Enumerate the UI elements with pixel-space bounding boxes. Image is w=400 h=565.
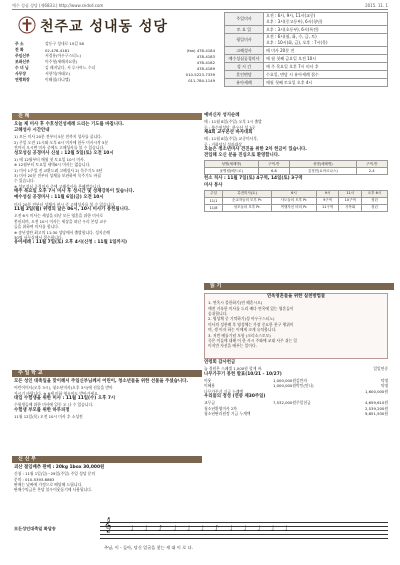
table-cell: 11/8 [205, 204, 223, 211]
block5-line: 봉헌되며, 오전 10시 미사는 세상을 떠난 우리 본당 교우 [14, 218, 107, 224]
finance-cell: 이혜용 [204, 383, 216, 389]
mass-label: 평일미사 [225, 34, 264, 47]
finance-cell: 2,539,200원 [365, 405, 388, 411]
table-header-cell: 오후 6시 [362, 190, 388, 197]
block7-line: 어린이미사(오후 3시), 청소년미사(오후 3시)에 선물을 받아 [14, 385, 113, 391]
section-reading: 읽 기 [204, 283, 394, 290]
contact-label: 보좌신부 [15, 59, 30, 64]
block9-text: 11월 12일(목) 오전 10시 미사 후 소성전 [14, 413, 83, 419]
box-line: 2. 영성체 중 기억하기(성 아우구스티노) [208, 316, 275, 322]
header-date: 2015. 11. 1 [365, 3, 388, 8]
contact-value: 김 레지날다, 서 루시아느 수녀 [45, 65, 96, 70]
mass-label: 성 시 간 [225, 63, 264, 71]
box-title: 연옥영혼들을 위한 실천방법들 [266, 294, 326, 299]
mass-row [225, 13, 388, 26]
finance-cell: 청소년판리원정 기금 누계액 [204, 411, 251, 417]
finance-cell: 나무가꾸기 기금 누계액 [204, 388, 244, 394]
block2-line: ※ 성모성심 공경미사 중에 고해성사를 은혜받습니다. [14, 183, 102, 189]
contact-label: 주임신부 [15, 53, 30, 58]
box-line: 며, 생 이자 하는 이에게 크게 유익합니다. [208, 327, 277, 333]
finance-cell: 익명 [380, 383, 388, 389]
finance-cell: 박인(안나) [296, 383, 314, 389]
contact-value: 이해철(다니엘) [45, 77, 70, 82]
finance-cell: 1,000,000원 [273, 377, 296, 383]
section-bulletin: 주 일 학 교 [12, 370, 202, 377]
block2-line: 1) 미사 1주일 전 교환드려 고해성사 2) 묵주기도 5단 [14, 167, 103, 173]
finance-cell: 7,532,000원 [273, 400, 296, 406]
table-cell: 청년 [362, 197, 388, 204]
block7-title: 모든 성인 대축일을 맞이해서 주일신부님께서 어린이, 청소년들을 위한 선물을 주셨습니다. [14, 379, 189, 384]
table-header-cell: 9시 [316, 190, 339, 197]
left-column-lower [14, 379, 196, 419]
block2-line: 1) 매 12월부터 매월 첫 토요일 10시 미사. [14, 156, 85, 162]
pre6-title: 미사 봉사 [204, 182, 223, 188]
block5-line: 들을 위하여 미사를 합니다. [14, 224, 60, 230]
finance-cell: 익명 [380, 377, 388, 383]
block5-line: 오전 6시 미사는 세상을 떠난 모든 영혼을 위한 미사로 [14, 213, 104, 219]
table-cell: 사목회 [339, 204, 362, 211]
table-cell: 11구역 [316, 204, 339, 211]
finance-cell: 4,659,610원 [365, 400, 388, 406]
finance-cell [254, 411, 296, 416]
finance-cell [296, 411, 346, 416]
table-cell: 9구역 [316, 197, 339, 204]
mass-label: 예수성심공경미사 [225, 55, 264, 63]
finance-cell: 주일헌금 [296, 400, 311, 406]
mass-row [225, 79, 388, 87]
pre2-line: 곳 : 거화당실 성과대상 [204, 141, 242, 147]
pre2-title: 제4회 교우본산 바자대회 [204, 130, 253, 136]
table-cell: 여행자신 비의 Pr. [272, 204, 316, 211]
contact-label: 주 소 [15, 41, 24, 46]
block2-line: 수 있습니다. [14, 178, 35, 184]
c3-title: 우리들의 정성 (연중 제30주일) [204, 394, 266, 400]
c1-title: 연령회 감사헌금 [204, 360, 236, 365]
block3-title: 매주 목요일 오후 7시 미사 후 성시간 및 성체강복이 있습니다. [14, 189, 135, 195]
purgatory-box [204, 293, 388, 359]
c2-title: 나무가꾸기 봉헌 발표(10/21 - 10/27) [204, 371, 282, 377]
table-cell: 순교자들의 모후 Pr. [223, 197, 272, 204]
table-cell: 2-4 [356, 168, 387, 175]
cross-logo-icon [18, 16, 36, 34]
treble-clef-icon: 𝄞 [104, 518, 112, 533]
table-header-row [205, 161, 388, 168]
mass-label: 토 요 일 [225, 26, 264, 34]
contact-label: 연령회장 [15, 77, 30, 82]
mass-value: 오전 : 6시, 9시, 11시(교중) 오후 : 3시(중고등부), 6시(청년) [264, 13, 388, 26]
finance-cell: 이웃 [204, 377, 212, 383]
block10-line: 판매는 날짜에 가정으로 배달해 드립니다. [14, 482, 83, 488]
contact-label: 사무장 [15, 71, 27, 76]
pre1-line: 매 : 11월 8일(주일) 오후 1시 출발 [204, 119, 262, 125]
mass-row [225, 34, 388, 47]
table-cell: 6-8 [258, 168, 289, 175]
table-header-cell: 6시 [272, 190, 316, 197]
header-left: 예수 성심 성당 (제683호) http://www.sndsd.com [12, 3, 104, 8]
section-pastoral: 신 신 부 [12, 456, 202, 463]
mass-label: 혼인면담 [225, 71, 264, 79]
mass-value: 수요일, 면담 시 유아세례 접수 [264, 71, 388, 79]
block2-title: 성모성심 공경미사 신설 : 12월 5일(토) 오전 10시 [14, 150, 114, 156]
table-header-row [205, 190, 388, 197]
table-header-cell: 주일 [205, 190, 223, 197]
block10-line: 판매수익금은 본당 불우이웃돕기에 사용됩니다. [14, 487, 93, 493]
mass-row [225, 47, 388, 55]
block7-line: 가시기 바랍니다. ※ 6세 이하 영유아도 받아가세요. [14, 390, 99, 396]
table-cell: 청년 [362, 204, 388, 211]
contact-row [14, 77, 216, 83]
box-line: 죽은 이들에 대해 이 한 사시 주와에 교대 사주 쉬는 일 [208, 338, 298, 344]
contact-value2: 478-4189 [196, 65, 215, 71]
c1-right: 일일연중 [373, 366, 388, 372]
contact-value: 서경룡(아우구스티노) [45, 53, 81, 58]
mass-row [225, 63, 388, 71]
box-line: 이지만 자선을 배푸는 일이다. [208, 343, 257, 349]
mass-value: 매 미사 20분 전 [264, 47, 388, 55]
block2-line: ※ 12월부터 토요일 새벽6시 미사는 없습니다. [14, 162, 91, 168]
block5-line: ※ 송년성탄 최고의 11:30 성당에서 출발합니다. 성지순례 [14, 229, 110, 235]
contact-value: 강동구 성내로 15길 58 [45, 41, 84, 46]
finance-cell: 1,000,000원 [273, 383, 296, 389]
mass-value: 오전 : 6시(월, 화, 수, 금, 토) 오후 : 10시(화, 금), 오후 : 7시(목) [264, 34, 388, 47]
pre5-title: 헌소 칙사 : 11월 7일(토) 4구역, 14일(토) 3구역 [204, 176, 303, 182]
block4-text: 미사 20분 전부터 성체가 현시 중 고해성사를 볼 수 있습니다. [14, 201, 116, 207]
finance-cell [296, 389, 346, 394]
block10-title: 괴산 절임배추 판매 : 20kg 1box 30,000원 [14, 465, 105, 470]
section-notice: 진 례 [12, 113, 202, 120]
mass-value: 매월 첫째 토요일 오후 4시 [264, 79, 388, 87]
finance-cell: 9,851,930원 [365, 411, 388, 417]
finance-cell: 1,600,000원 [365, 388, 388, 394]
mass-row [225, 71, 388, 79]
mass-label: 주일미사 [225, 13, 264, 26]
header-rule [12, 9, 388, 10]
table-row [205, 197, 388, 204]
contact-value2: 478-4182 [196, 59, 215, 65]
contact-value: 서향석(마태오) [45, 71, 70, 76]
block1-title: 고해성사 시간안내 [14, 128, 50, 134]
right-column [204, 113, 388, 213]
pre2-line: 때 : 11월 8일(주일) 교중미사후, [204, 136, 259, 142]
box-line: 미사의 성찬례 후 영성체는 가장 중요한 찬구 행위이 [208, 321, 294, 327]
block6-title: 유아세례 : 11월 7일(토) 오후 4시(신청 : 11월 1일까지) [14, 240, 128, 246]
music-lyrics: 주님, 이 - 들아, 당신 얼굴을 찾는 세 대 이 로 다. [104, 545, 193, 550]
block10-line: 신청 : 11월 1일(일)~29일(주일) 주일 성당 문의 [14, 471, 96, 477]
pre3-title: 오늘은 청소년미사 견진을 위한 2차 헌금이 있습니다. [204, 147, 307, 153]
table-row [205, 168, 388, 175]
table-header-cell: 11시 [339, 190, 362, 197]
table-header-cell: 구역-반 [258, 161, 289, 168]
block5-title: 11월 2일(월) 위령의 날은 06시, 10시 미사가 봉헌됩니다. [14, 207, 130, 213]
contact-label: 수 녀 님 [15, 65, 29, 70]
left-column [14, 122, 196, 247]
box-line: 3. 저번 배를기념 모함 (크리소스토모) [208, 332, 271, 338]
block1-line: 전까지 오시면 미사 중에도 고해성사를 볼 수 있습니다. [14, 145, 105, 151]
block8-text: 수험생들께 위한 미사에 일동 오 나 수 있습니다. [14, 402, 94, 408]
mass-schedule-table [224, 12, 388, 87]
table-cell: 김정민(요아르나스) [290, 168, 357, 175]
pre1-title: 예비신자 성지순례 [204, 113, 240, 118]
welcome-table [204, 160, 388, 175]
table-row [205, 204, 388, 211]
box-line: 숨쉬합니다. [208, 311, 228, 317]
contact-value2: 011-784-1149 [188, 77, 215, 83]
box-line: 1. 연옥시 불한하기(연 해혼시오) [208, 300, 263, 306]
mass-row [225, 55, 388, 63]
right-column-lower [204, 360, 388, 416]
mass-row [225, 26, 388, 34]
block2-line: 3) 미사 20분 전부터 성체를 보관하여 묵주기도 바칠 [14, 173, 101, 179]
contact-table [14, 41, 216, 83]
pre4-title: 전입해 오신 분을 진심으로 환영합니다. [204, 153, 280, 159]
finance-cell: 청소년환영미사 2차 [204, 405, 237, 411]
phrase-label: 모든성인대축일 화답송 [14, 526, 56, 531]
mass-serve-table [204, 190, 388, 212]
table-cell: 11/1 [205, 197, 223, 204]
block5-line: 30명 사무실에서 접수합니다. [14, 234, 63, 240]
mass-value: 매 월 첫째 금요일 오전 10시 [264, 55, 388, 63]
table-cell: 성모들의 모후 Pr. [223, 204, 272, 211]
mass-value: 매 주 목요일 오후 7시 미사 후 [264, 63, 388, 71]
contact-value: 02-478-4181 [45, 47, 70, 53]
mass-value: 오후 : 3시(초등부), 6시(특전) [264, 26, 388, 34]
table-header-cell: 구역-반 [356, 161, 387, 168]
finance-cell: 교무금 [204, 400, 216, 406]
left-column-sale [14, 465, 196, 493]
finance-row [204, 411, 388, 416]
mass-label: 유아세례 [225, 79, 264, 87]
contact-value: 이주형(세례자요한) [45, 59, 78, 64]
table-cell: 사도들의 모후 Pr. [272, 197, 316, 204]
box-line: 예전 거룩한 미사를 드리 배다 연옥에 있는 영혼들이 [208, 305, 294, 311]
notes-icon: ♩♩♪♩♩♩♪♩♩♩♩♩ [130, 524, 298, 533]
contact-value2: 010-5223-7339 [185, 71, 215, 77]
block4-title: 예수성심 공경미사 : 11월 6일(금) 오전 10시 [14, 195, 104, 201]
mass-label: 고해성사 [225, 47, 264, 55]
block1-line: 1) 모든 미사 20분 전부터 5분 전까지 성사를 줍니다. [14, 134, 103, 140]
contact-value2: 478-4183 [196, 53, 215, 59]
table-cell: 10구역 [339, 197, 362, 204]
block8-title: 대입 수험생을 위한 미사 : 11월 11일(수) 오후 7시 [14, 396, 116, 402]
pre1-line: 곳 : 풍수원성당, 한우산 성 3곳 [204, 124, 256, 130]
c1-left: 늘 경원은 스페셀 1,000원 할게 바. [204, 366, 263, 372]
block1-line: 2) 주일 오전 11시와 오후 6시 미사에 한두 미사시작 5분 [14, 139, 109, 145]
notice-intro: 오늘 제 미사 후 수호성인성세례 드리는 기도를 바칩니다. [14, 122, 124, 127]
block9-title: 수험생 부모를 위한 하루피정 [14, 407, 70, 413]
table-cell: 윤병렬(베드로) [205, 168, 259, 175]
page-title: 천주교 성내동 성당 [40, 19, 168, 35]
music-staff [100, 520, 388, 542]
finance-cell: 김만자 [296, 377, 308, 383]
block10-line: 문의 : 010-5393-6863 [14, 476, 55, 482]
table-header-cell: 성명(세례명) [205, 161, 259, 168]
table-header-cell: 특전미사(토) [223, 190, 272, 197]
contact-label: 전 화 [15, 47, 24, 52]
contact-value2: (fax) 478-4184 [186, 47, 215, 53]
table-header-cell: 성명(세례명) [290, 161, 357, 168]
